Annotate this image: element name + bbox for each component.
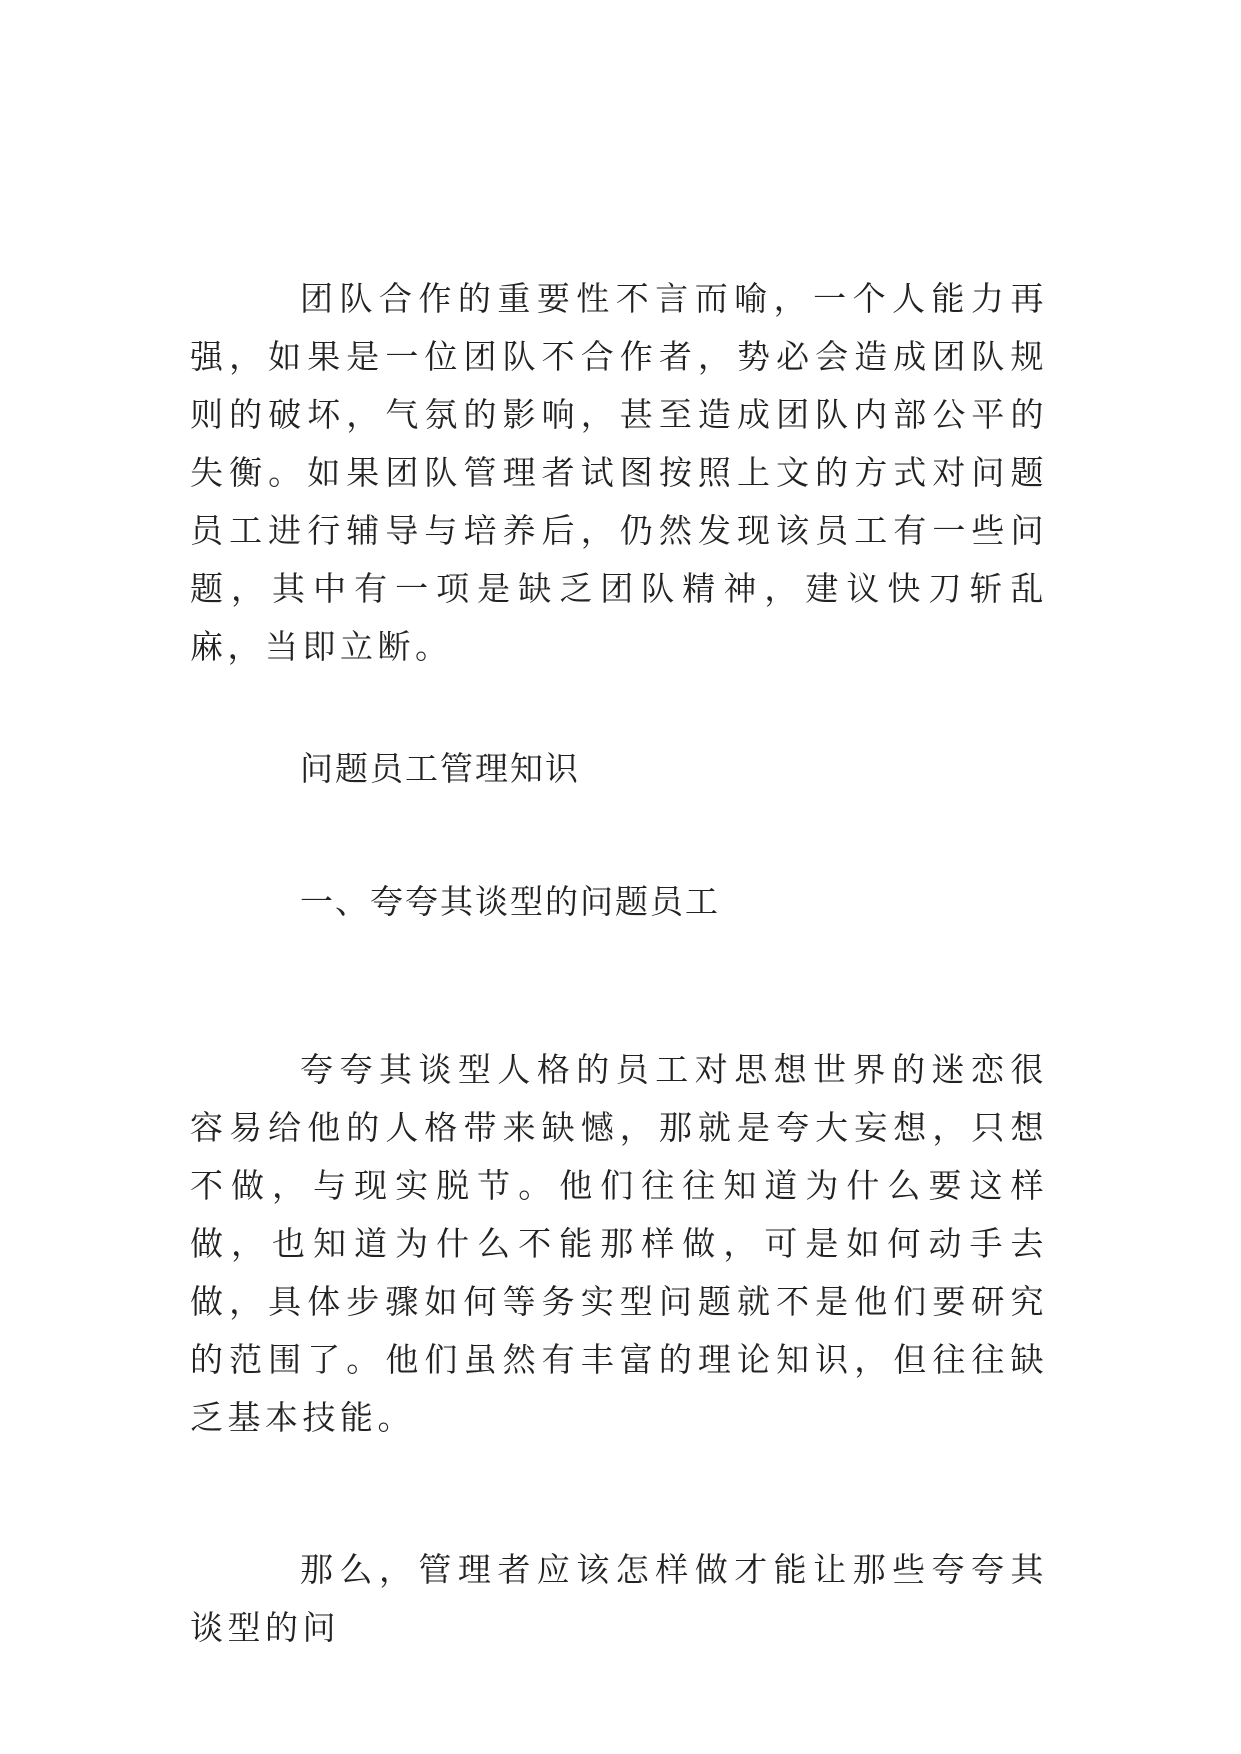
paragraph-teamwork: 团队合作的重要性不言而喻，一个人能力再强，如果是一位团队不合作者，势必会造成团队规则的破坏，气氛的影响，甚至造成团队内部公平的失衡。如果团队管理者试图按照上文的方式对问题员工进行辅导与培养后，仍然发现该员工有一些问题，其中有一项是缺乏团队精神，建议快刀斩乱麻，当即立断。: [190, 279, 1048, 666]
subsection-title: 一、夸夸其谈型的问题员工: [300, 882, 720, 921]
paragraph-talker-type: 夸夸其谈型人格的员工对思想世界的迷恋很容易给他的人格带来缺憾，那就是夸大妄想，只想不做，与现实脱节。他们往往知道为什么要这样做，也知道为什么不能那样做，可是如何动手去做，具体步骤如何等务实型问题就不是他们要研究的范围了。他们虽然有丰富的理论知识，但往往缺乏基本技能。: [190, 1050, 1048, 1437]
paragraph-manager-question: 那么，管理者应该怎样做才能让那些夸夸其谈型的问: [190, 1550, 1048, 1647]
section-title: 问题员工管理知识: [300, 749, 580, 788]
